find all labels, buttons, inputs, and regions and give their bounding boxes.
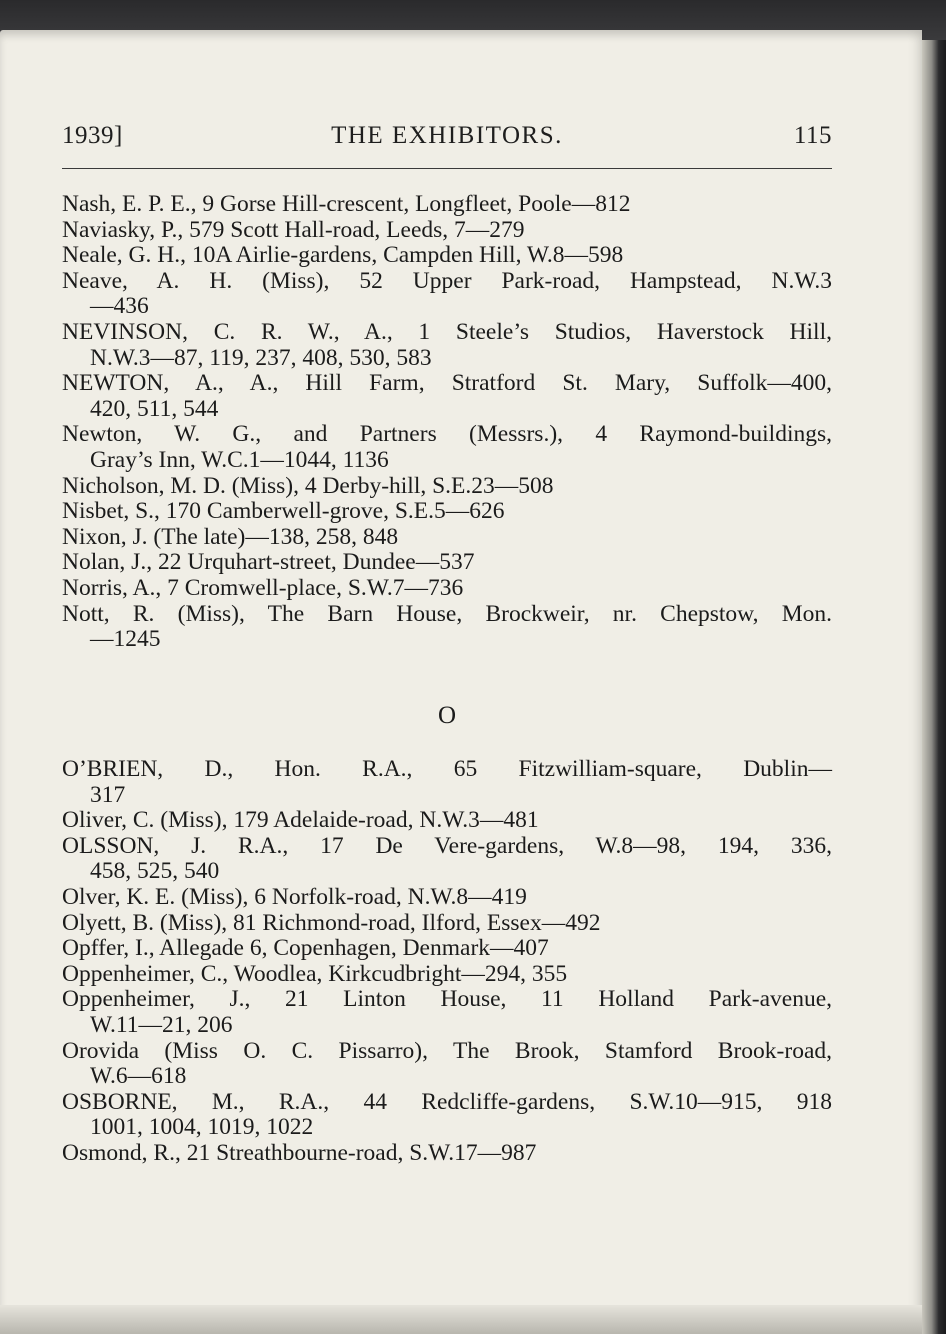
entry-continuation: 420, 511, 544 — [90, 395, 219, 422]
entry-continuation: 1001, 1004, 1019, 1022 — [90, 1114, 314, 1141]
entry-line: OSBORNE, M., R.A., 44 Redcliffe-gardens, S.W.10—915, 918 — [62, 1088, 832, 1115]
entry-continuation: Gray’s Inn, W.C.1—1044, 1136 — [90, 446, 389, 473]
exhibitor-entry — [62, 499, 832, 525]
exhibitor-entry — [62, 911, 832, 937]
entry-line: Nolan, J., 22 Urquhart-street, Dundee—537 — [62, 549, 475, 576]
entry-line: Neave, A. H. (Miss), 52 Upper Park-road, Hampstead, N.W.3 — [62, 267, 832, 294]
entry-line: Oppenheimer, J., 21 Linton House, 11 Holland Park-avenue, — [62, 986, 832, 1013]
entry-line: Newton, W. G., and Partners (Messrs.), 4 Raymond-buildings, — [62, 421, 832, 448]
page-number: 115 — [793, 122, 832, 149]
entry-continuation: 317 — [90, 781, 126, 808]
header-rule — [62, 168, 832, 169]
exhibitor-entry — [62, 834, 832, 885]
exhibitor-entry — [62, 550, 832, 576]
entry-line: Nixon, J. (The late)—138, 258, 848 — [62, 523, 399, 550]
exhibitor-entry — [62, 576, 832, 602]
header-year: 1939] — [62, 122, 123, 149]
exhibitor-entry — [62, 962, 832, 988]
exhibitor-entry — [62, 269, 832, 320]
exhibitor-list-n — [62, 192, 832, 653]
exhibitor-entry — [62, 243, 832, 269]
exhibitor-entry — [62, 422, 832, 473]
entry-line: Nicholson, M. D. (Miss), 4 Derby-hill, S.E.23—508 — [62, 472, 554, 499]
entry-line: Olyett, B. (Miss), 81 Richmond-road, Ilford, Essex—492 — [62, 909, 601, 936]
exhibitor-entry — [62, 757, 832, 808]
entry-line: Nisbet, S., 170 Camberwell-grove, S.E.5—626 — [62, 498, 505, 525]
entry-line: Opffer, I., Allegade 6, Copenhagen, Denmark—407 — [62, 935, 549, 962]
entry-line: Norris, A., 7 Cromwell-place, S.W.7—736 — [62, 574, 464, 601]
exhibitor-entry — [62, 602, 832, 653]
exhibitor-entry — [62, 1141, 832, 1167]
running-header — [62, 118, 832, 158]
entry-line: O’BRIEN, D., Hon. R.A., 65 Fitzwilliam-square, Dublin— — [62, 756, 832, 782]
entry-line: Nash, E. P. E., 9 Gorse Hill-crescent, Longfleet, Poole—812 — [62, 191, 631, 217]
entry-continuation: N.W.3—87, 119, 237, 408, 530, 583 — [90, 344, 432, 371]
page-edge — [922, 40, 946, 1334]
exhibitor-entry — [62, 371, 832, 422]
entry-line: Olver, K. E. (Miss), 6 Norfolk-road, N.W.8—419 — [62, 883, 527, 910]
exhibitor-entry — [62, 1039, 832, 1090]
exhibitor-entry — [62, 885, 832, 911]
entry-line: Nott, R. (Miss), The Barn House, Brockweir, nr. Chepstow, Mon. — [62, 600, 832, 627]
entry-line: Orovida (Miss O. C. Pissarro), The Brook, Stamford Brook-road, — [62, 1037, 832, 1064]
entry-line: Naviasky, P., 579 Scott Hall-road, Leeds, 7—279 — [62, 216, 525, 243]
section-letter-heading: O — [437, 702, 457, 729]
entry-line: Osmond, R., 21 Streathbourne-road, S.W.17—987 — [62, 1139, 537, 1166]
exhibitor-entry — [62, 218, 832, 244]
exhibitor-entry — [62, 474, 832, 500]
exhibitor-entry — [62, 192, 832, 218]
entry-line: OLSSON, J. R.A., 17 De Vere-gardens, W.8—98, 194, 336, — [62, 832, 832, 859]
page-bottom-shade — [0, 1305, 922, 1334]
entry-line: NEWTON, A., A., Hill Farm, Stratford St. Mary, Suffolk—400, — [62, 370, 832, 397]
exhibitor-entry — [62, 936, 832, 962]
exhibitor-entry — [62, 320, 832, 371]
entry-continuation: —436 — [90, 293, 149, 320]
entry-line: Oliver, C. (Miss), 179 Adelaide-road, N.W.3—481 — [62, 807, 539, 834]
exhibitor-entry — [62, 1090, 832, 1141]
entry-continuation: W.6—618 — [90, 1063, 187, 1090]
entry-continuation: W.11—21, 206 — [90, 1011, 233, 1038]
header-title: THE EXHIBITORS. — [331, 122, 563, 149]
exhibitor-entry — [62, 525, 832, 551]
entry-continuation: 458, 525, 540 — [90, 858, 220, 885]
entry-line: Oppenheimer, C., Woodlea, Kirkcudbright—294, 355 — [62, 960, 568, 987]
entry-line: NEVINSON, C. R. W., A., 1 Steele’s Studios, Haverstock Hill, — [62, 318, 832, 345]
exhibitor-entry — [62, 808, 832, 834]
entry-line: Neale, G. H., 10A Airlie-gardens, Campden Hill, W.8—598 — [62, 242, 624, 269]
exhibitor-list-o — [62, 757, 832, 1167]
exhibitor-entry — [62, 987, 832, 1038]
entry-continuation: —1245 — [90, 626, 161, 653]
